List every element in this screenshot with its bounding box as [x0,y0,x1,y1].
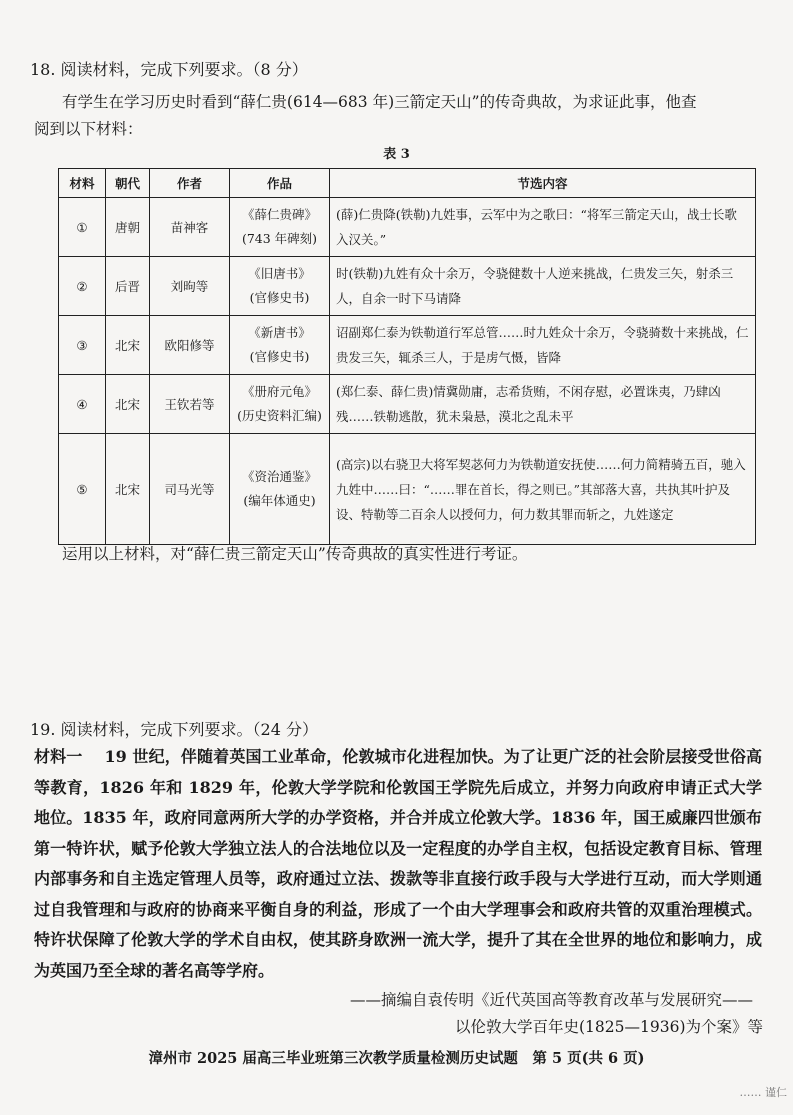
work-title: 《新唐书》 [248,325,311,340]
work-title: 《资治通鉴》 [241,469,317,484]
materials-table [58,168,756,545]
question-18-title: 18. 阅读材料，完成下列要求。（8 分） [30,60,308,79]
work-title: 《薛仁贵碑》 [241,207,317,222]
material-text: 19 世纪，伴随着英国工业革命，伦敦城市化进程加快。为了让更广泛的社会阶层接受世俗高等教育，1826 年和 1829 年，伦敦大学学院和伦敦国王学院先后成立，并努力向政府申请正式大学地位。1835 年，政府同意两所大学的办学资格，并合并成立伦敦大学。1836 年，国王威廉四世颁布第一特许状，赋予伦敦大学独立法人的合法地位以及一定程度的办学自主权，包括设定教育目标、管理内部事务和自主选定管理人员等，政府通过立法、拨款等非直接行政手段与大学进行互动，而大学则通过自我管理和与政府的协商来平衡自身的利益，形成了一个由大学理事会和政府共管的双重治理模式。特许状保障了伦敦大学的学术自由权，使其跻身欧洲一流大学，提升了其在全世界的地位和影响力，成为英国乃至全球的著名高等学府。 [34,747,762,980]
material-number: ⑤ [59,434,106,545]
table-row [59,375,756,434]
material-number: ① [59,198,106,257]
corner-mark: …… 谨仁 [739,1086,787,1099]
table-header-row [59,169,756,198]
table-row [59,434,756,545]
author-cell: 刘昫等 [150,257,230,316]
source-citation-line1: ——摘编自袁传明《近代英国高等教育改革与发展研究—— [349,991,753,1009]
work-cell [230,434,330,545]
excerpt-cell: (高宗)以右骁卫大将军契苾何力为铁勒道安抚使……何力简精骑五百，驰入九姓中……曰：“……罪在首长，得之则已。”其部落大喜，共执其叶护及设、特勒等二百余人以授何力，何力数其罪而斩之，九姓遂定 [330,434,756,545]
header-work: 作品 [230,169,330,198]
work-cell [230,316,330,375]
excerpt-cell: (薛)仁贵降(铁勒)九姓事，云军中为之歌曰：“将军三箭定天山，战士长歌入汉关。” [330,198,756,257]
dynasty-cell: 北宋 [106,375,150,434]
question-18-intro: 有学生在学习历史时看到“薛仁贵(614—683 年)三箭定天山”的传奇典故，为求证此事，他查 [62,93,697,111]
table-row [59,257,756,316]
dynasty-cell: 北宋 [106,316,150,375]
table-row [59,316,756,375]
page-footer: 漳州市 2025 届高三毕业班第三次教学质量检测历史试题 第 5 页(共 6 页) [148,1050,645,1067]
header-material: 材料 [59,169,106,198]
work-type: (743 年碑刻) [241,231,318,246]
dynasty-cell: 北宋 [106,434,150,545]
dynasty-cell: 唐朝 [106,198,150,257]
work-type: (历史资料汇编) [237,408,322,423]
work-type: (官修史书) [249,290,310,305]
author-cell: 苗神客 [150,198,230,257]
question-18-task: 运用以上材料，对“薛仁贵三箭定天山”传奇典故的真实性进行考证。 [62,545,528,563]
table-caption: 表 3 [383,147,410,162]
excerpt-cell: 诏副郑仁泰为铁勒道行军总管……时九姓众十余万，令骁骑数十来挑战，仁贵发三矢，辄杀三人，于是虏气慑，皆降 [330,316,756,375]
work-title: 《旧唐书》 [248,266,311,281]
header-author: 作者 [150,169,230,198]
header-excerpt: 节选内容 [330,169,756,198]
table-row [59,198,756,257]
material-number: ③ [59,316,106,375]
material-label: 材料一 [34,747,83,766]
excerpt-cell: 时(铁勒)九姓有众十余万，令骁健数十人逆来挑战，仁贵发三矢，射杀三人，自余一时下马请降 [330,257,756,316]
work-cell [230,375,330,434]
dynasty-cell: 后晋 [106,257,150,316]
work-cell [230,198,330,257]
question-18-intro-cont: 阅到以下材料： [34,120,143,138]
question-19-title: 19. 阅读材料，完成下列要求。（24 分） [30,720,318,739]
header-dynasty: 朝代 [106,169,150,198]
material-number: ④ [59,375,106,434]
source-citation-line2: 以伦敦大学百年史(1825—1936)为个案》等 [455,1018,763,1036]
author-cell: 司马光等 [150,434,230,545]
question-19-material [34,742,762,986]
author-cell: 王钦若等 [150,375,230,434]
material-number: ② [59,257,106,316]
work-cell [230,257,330,316]
work-type: (官修史书) [249,349,310,364]
work-title: 《册府元龟》 [241,384,317,399]
work-type: (编年体通史) [243,493,316,508]
excerpt-cell: (郑仁泰、薛仁贵)情冀勋庸，志希货贿，不闲存慰，必置诛夷，乃肆凶残……铁勒逃散，犹未枭悬，漠北之乱未平 [330,375,756,434]
author-cell: 欧阳修等 [150,316,230,375]
